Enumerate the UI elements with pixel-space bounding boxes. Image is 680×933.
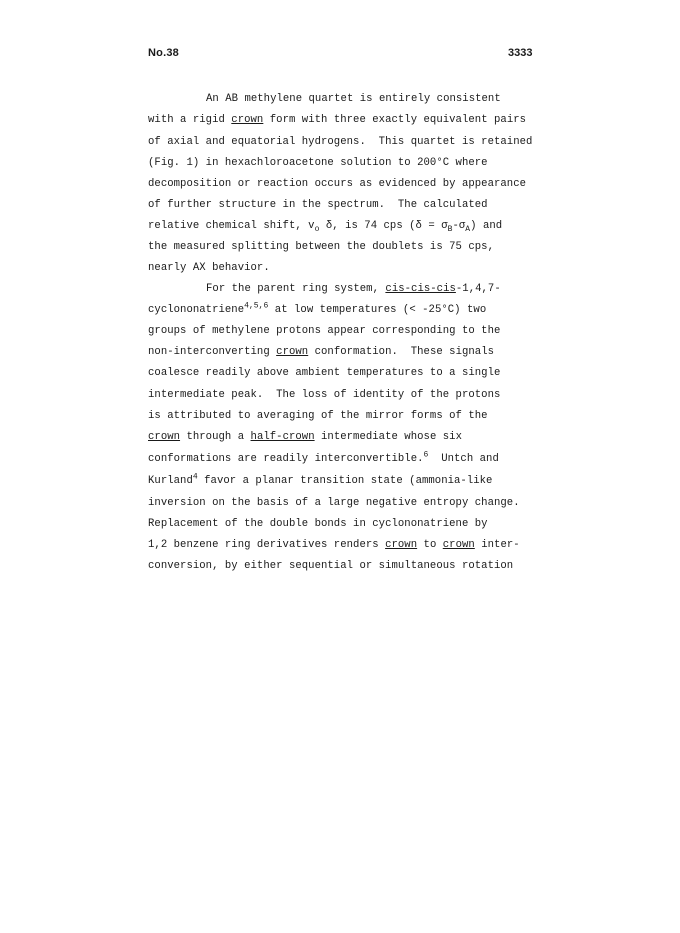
text-span: For the parent ring system, — [206, 283, 386, 295]
text-span: inversion on the basis of a large negative entropy change. — [148, 497, 520, 509]
text-span: Kurland — [148, 475, 193, 487]
text-line — [148, 345, 494, 359]
text-span: 1,2 benzene ring derivatives renders — [148, 539, 386, 551]
text-line — [148, 113, 526, 127]
underlined-term: half-crown — [250, 431, 315, 443]
page-number: 3333 — [508, 47, 533, 59]
text-span: groups of methylene protons appear corresponding to the — [148, 325, 501, 337]
text-span: at low temperatures (< -25°C) two — [268, 304, 487, 316]
underlined-term: crown — [148, 431, 181, 443]
text-span: ) and — [470, 220, 503, 232]
text-line — [148, 261, 270, 275]
text-span: with a rigid — [148, 114, 232, 126]
text-span: intermediate peak. The loss of identity of the protons — [148, 389, 501, 401]
text-line — [148, 198, 488, 212]
text-span: conversion, by either sequential or simultaneous rotation — [148, 560, 514, 572]
subscript: A — [465, 225, 471, 235]
text-span: intermediate whose six — [314, 431, 462, 443]
text-line — [148, 559, 513, 573]
text-span: δ, is 74 cps (δ = σ — [319, 220, 448, 232]
text-line — [148, 517, 488, 531]
subscript: o — [314, 225, 320, 235]
reference-superscript: 4,5,6 — [244, 301, 269, 311]
text-line — [148, 430, 462, 444]
text-span: favor a planar transition state (ammonia-like — [197, 475, 493, 487]
text-span: decomposition or reaction occurs as evidenced by appearance — [148, 178, 527, 190]
text-span: inter- — [474, 539, 520, 551]
underlined-term: crown — [385, 539, 418, 551]
text-span: is attributed to averaging of the mirror forms of the — [148, 410, 488, 422]
journal-number: No.38 — [148, 47, 179, 59]
text-span: coalesce readily above ambient temperatures to a single — [148, 367, 501, 379]
text-span: form with three exactly equivalent pairs — [263, 114, 527, 126]
text-span: nearly AX behavior. — [148, 262, 270, 274]
text-line — [148, 219, 502, 233]
text-line — [148, 496, 520, 510]
underlined-term: crown — [276, 346, 309, 358]
text-span: relative chemical shift, v — [148, 220, 315, 232]
text-span: cyclononatriene — [148, 304, 245, 316]
underlined-term: crown — [231, 114, 264, 126]
text-span: Untch and — [428, 453, 499, 465]
text-line — [148, 177, 526, 191]
underlined-term: crown — [442, 539, 475, 551]
text-span: to — [417, 539, 443, 551]
text-line — [148, 474, 492, 488]
text-span: An AB methylene quartet is entirely consistent — [206, 93, 501, 105]
text-span: of further structure in the spectrum. The calculated — [148, 199, 488, 211]
underlined-term: cis-cis-cis — [385, 283, 456, 295]
text-line — [148, 240, 494, 254]
text-span: non-interconverting — [148, 346, 277, 358]
text-line — [148, 538, 520, 552]
text-span: conformation. These signals — [308, 346, 495, 358]
subscript: B — [447, 225, 453, 235]
text-line — [148, 366, 500, 380]
text-span: of axial and equatorial hydrogens. This quartet is retained — [148, 136, 533, 148]
reference-superscript: 6 — [423, 450, 429, 460]
text-line — [148, 135, 532, 149]
text-line — [148, 409, 488, 423]
text-span: the measured splitting between the doublets is 75 cps, — [148, 241, 494, 253]
text-span: through a — [180, 431, 251, 443]
text-span: Replacement of the double bonds in cyclononatriene by — [148, 518, 488, 530]
text-span: -1,4,7- — [455, 283, 501, 295]
text-span: conformations are readily interconvertible. — [148, 453, 424, 465]
text-line — [148, 452, 499, 466]
reference-superscript: 4 — [192, 472, 198, 482]
text-line — [206, 92, 501, 106]
text-line — [206, 282, 501, 296]
text-line — [148, 388, 500, 402]
text-span: -σ — [452, 220, 466, 232]
text-span: (Fig. 1) in hexachloroacetone solution to 200°C where — [148, 157, 488, 169]
text-line — [148, 303, 486, 317]
text-line — [148, 156, 488, 170]
text-line — [148, 324, 500, 338]
